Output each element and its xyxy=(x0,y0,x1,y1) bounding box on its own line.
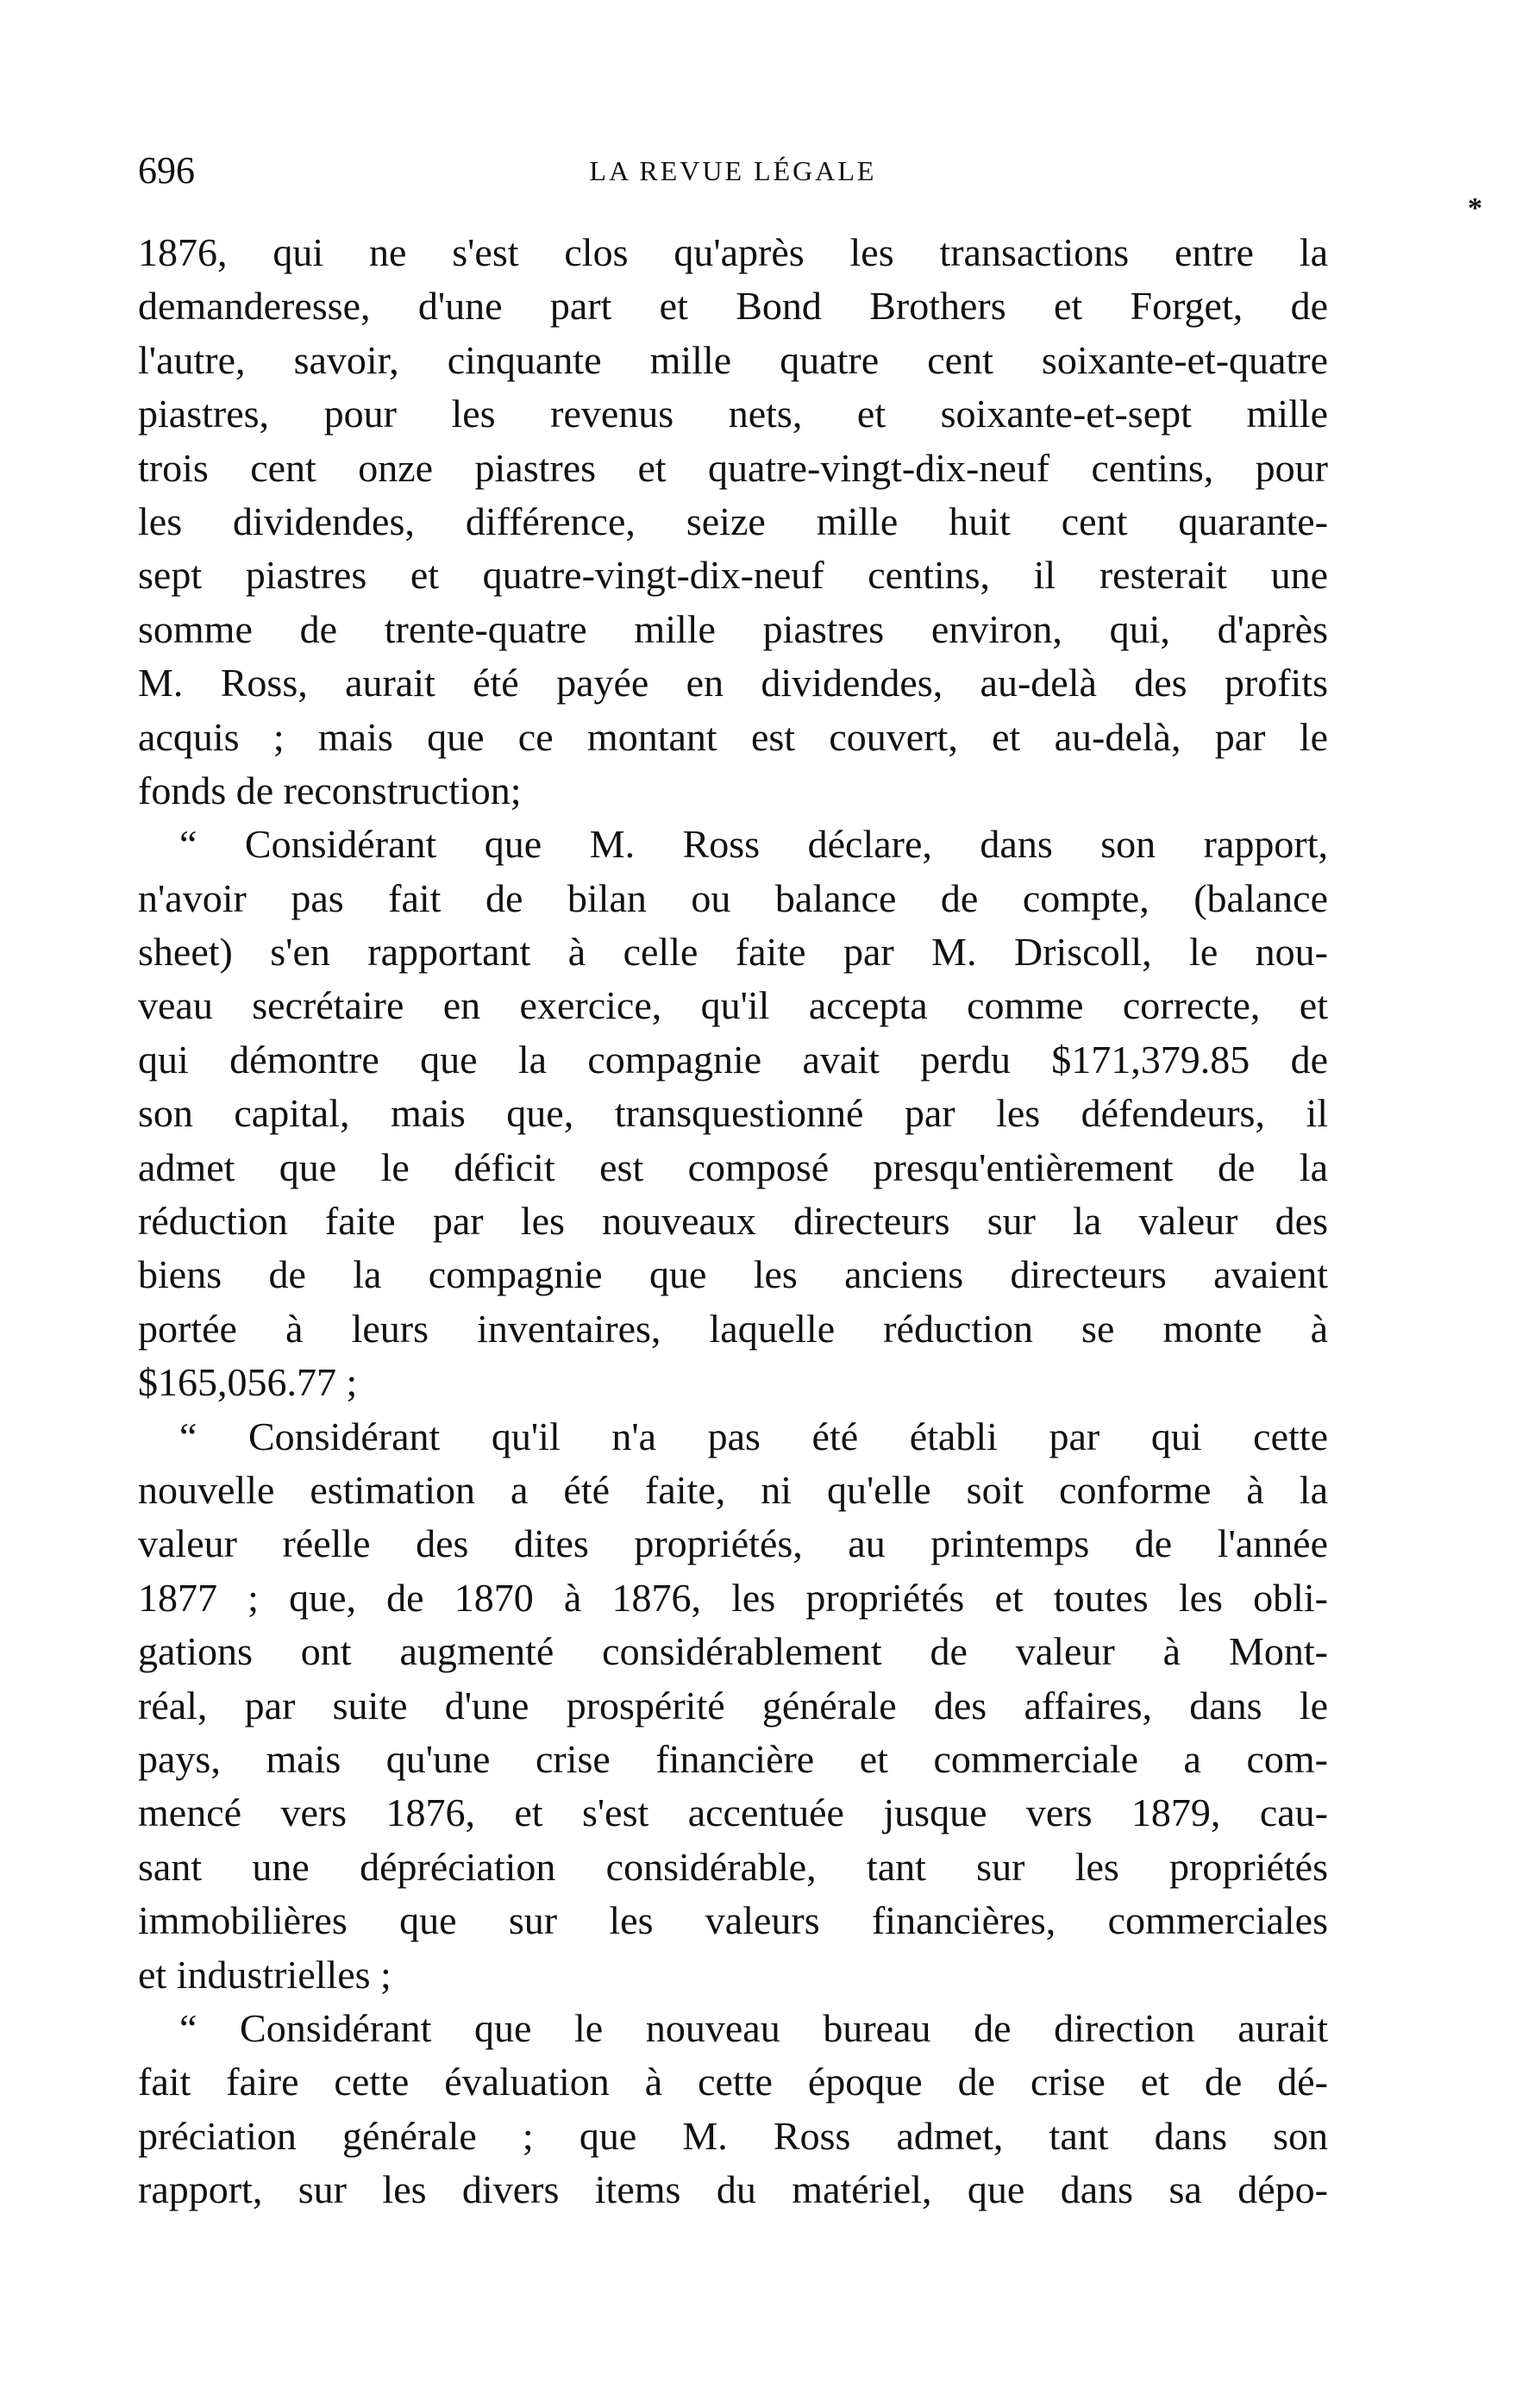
text-line: $165,056.77 ; xyxy=(138,1360,358,1405)
text-line: piastres, pour les revenus nets, et soixante-et-sept mille xyxy=(138,392,1328,436)
text-line: somme de trente-quatre mille piastres environ, qui, d'après xyxy=(138,606,1328,651)
running-head: LA REVUE LÉGALE xyxy=(589,155,877,186)
text-line: son capital, mais que, transquestionné par les défendeurs, il xyxy=(138,1091,1328,1136)
text-line: “ Considérant que le nouveau bureau de direction aurait xyxy=(179,2005,1328,2050)
text-line: les dividendes, différence, seize mille huit cent quarante- xyxy=(138,499,1328,543)
text-line: biens de la compagnie que les anciens directeurs avaient xyxy=(138,1252,1328,1297)
text-line: qui démontre que la compagnie avait perdu $171,379.85 de xyxy=(138,1037,1328,1082)
page-number: 696 xyxy=(138,149,195,191)
text-line: sheet) s'en rapportant à celle faite par M. Driscoll, le nou- xyxy=(138,930,1328,975)
text-line: acquis ; mais que ce montant est couvert, et au-delà, par le xyxy=(138,714,1328,759)
text-line: gations ont augmenté considérablement de valeur à Mont- xyxy=(138,1629,1328,1674)
stray-ink-mark: * xyxy=(1468,192,1482,224)
text-line: pays, mais qu'une crise financière et commerciale a com- xyxy=(138,1736,1328,1781)
text-line: préciation générale ; que M. Ross admet, tant dans son xyxy=(138,2113,1328,2158)
text-line: sept piastres et quatre-vingt-dix-neuf centins, il resterait une xyxy=(138,553,1328,598)
text-line: admet que le déficit est composé presqu'entièrement de la xyxy=(138,1144,1328,1189)
text-line: fait faire cette évaluation à cette époque de crise et de dé- xyxy=(138,2060,1328,2104)
text-line: et industrielles ; xyxy=(138,1952,392,1997)
text-line: 1876, qui ne s'est clos qu'après les transactions entre la xyxy=(138,230,1328,274)
text-line: valeur réelle des dites propriétés, au printemps de l'année xyxy=(138,1521,1328,1566)
text-line: 1877 ; que, de 1870 à 1876, les propriétés et toutes les obli- xyxy=(138,1575,1328,1620)
text-line: demanderesse, d'une part et Bond Brothers et Forget, de xyxy=(138,284,1328,329)
text-line: veau secrétaire en exercice, qu'il accepta comme correcte, et xyxy=(138,983,1328,1028)
text-line: n'avoir pas fait de bilan ou balance de compte, (balance xyxy=(138,875,1328,920)
text-line: rapport, sur les divers items du matériel, que dans sa dépo- xyxy=(138,2167,1328,2212)
text-line: trois cent onze piastres et quatre-vingt-dix-neuf centins, pour xyxy=(138,445,1328,490)
text-line: “ Considérant que M. Ross déclare, dans son rapport, xyxy=(179,822,1328,867)
text-line: “ Considérant qu'il n'a pas été établi par qui cette xyxy=(179,1414,1328,1458)
text-line: M. Ross, aurait été payée en dividendes, au-delà des profits xyxy=(138,661,1328,705)
text-line: réal, par suite d'une prospérité générale des affaires, dans le xyxy=(138,1683,1328,1728)
text-line: mencé vers 1876, et s'est accentuée jusque vers 1879, cau- xyxy=(138,1790,1328,1835)
text-line: l'autre, savoir, cinquante mille quatre cent soixante-et-quatre xyxy=(138,337,1328,382)
text-line: immobilières que sur les valeurs financières, commerciales xyxy=(138,1898,1328,1943)
page-header xyxy=(138,145,1328,197)
text-line: fonds de reconstruction; xyxy=(138,768,522,812)
text-line: portée à leurs inventaires, laquelle réduction se monte à xyxy=(138,1306,1328,1351)
text-line: réduction faite par les nouveaux directeurs sur la valeur des xyxy=(138,1199,1328,1244)
text-line: sant une dépréciation considérable, tant sur les propriétés xyxy=(138,1844,1328,1889)
text-line: nouvelle estimation a été faite, ni qu'elle soit conforme à la xyxy=(138,1467,1328,1512)
body-text xyxy=(138,226,1328,2217)
